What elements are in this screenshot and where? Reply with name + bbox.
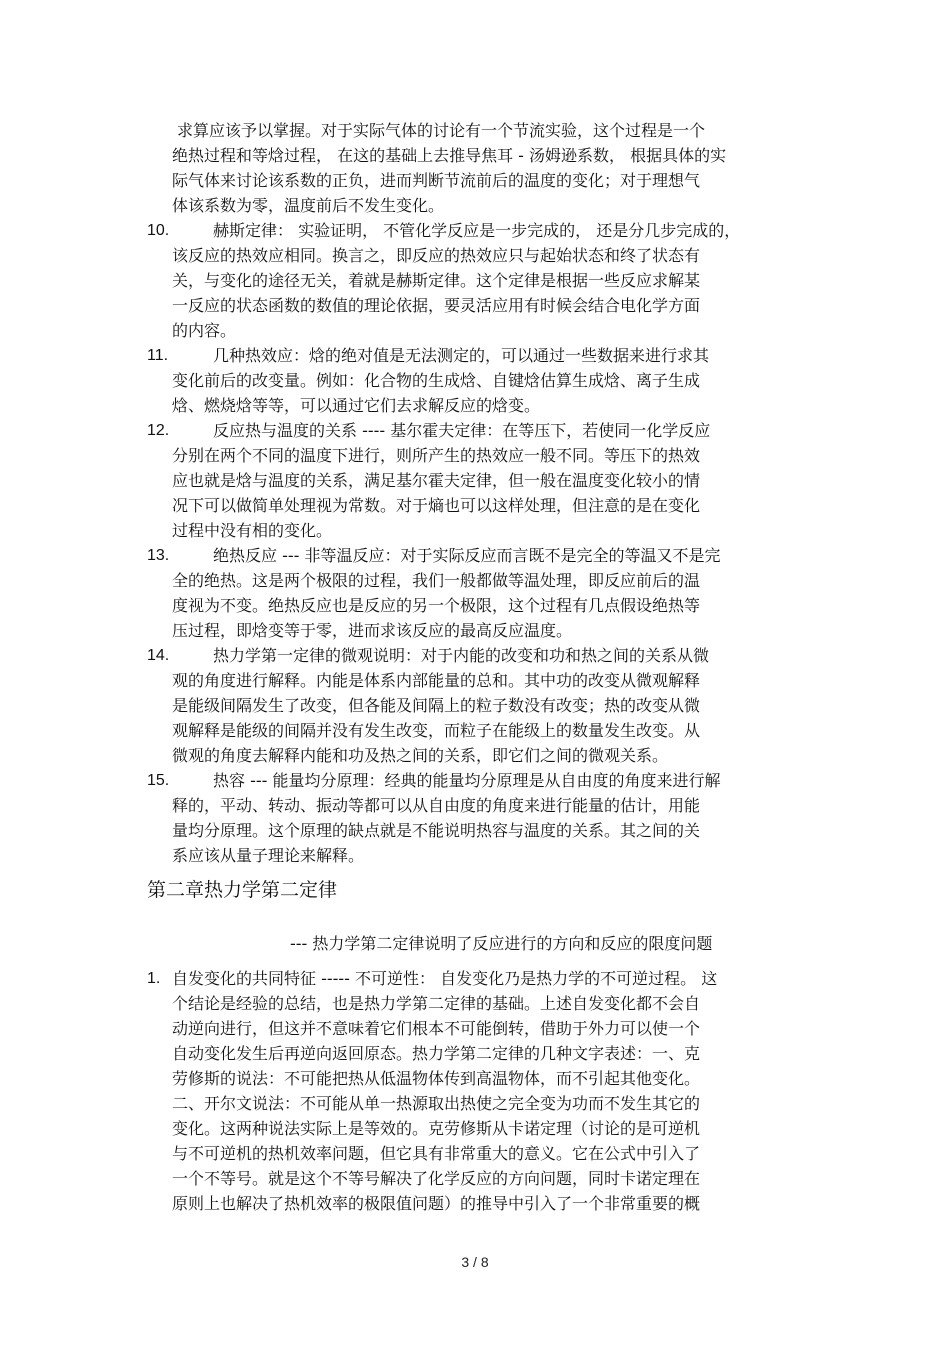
list-item-line: 反应热与温度的关系 ---- 基尔霍夫定律：在等压下，若使同一化学反应 [213, 421, 711, 440]
list-item-line: 一个不等号。就是这个不等号解决了化学反应的方向问题，同时卡诺定理在 [172, 1169, 701, 1188]
list-item-line: 况下可以做简单处理视为常数。对于熵也可以这样处理，但注意的是在变化 [172, 496, 701, 515]
list-item-line: 度视为不变。绝热反应也是反应的另一个极限，这个过程有几点假设绝热等 [172, 596, 701, 615]
list-item-line: 微观的角度去解释内能和功及热之间的关系，即它们之间的微观关系。 [172, 746, 669, 765]
list-item-line: 全的绝热。这是两个极限的过程，我们一般都做等温处理，即反应前后的温 [172, 571, 701, 590]
page-number: 3 / 8 [461, 1254, 489, 1270]
intro-line: 体该系数为零，温度前后不发生变化。 [172, 196, 445, 215]
list-item-line: 二、开尔文说法：不可能从单一热源取出热使之完全变为功而不发生其它的 [172, 1094, 701, 1113]
list-item-number: 14. [147, 647, 170, 664]
chapter-subtitle: --- 热力学第二定律说明了反应进行的方向和反应的限度问题 [290, 934, 713, 953]
list-item-number: 12. [147, 422, 170, 439]
list-item-line: 变化前后的改变量。例如：化合物的生成焓、自键焓估算生成焓、离子生成 [172, 371, 701, 390]
list-item-line: 量均分原理。这个原理的缺点就是不能说明热容与温度的关系。其之间的关 [172, 821, 701, 840]
list-item-line: 关，与变化的途径无关，着就是赫斯定律。这个定律是根据一些反应求解某 [172, 271, 701, 290]
list-item-line: 劳修斯的说法：不可能把热从低温物体传到高温物体，而不引起其他变化。 [172, 1069, 701, 1088]
list-item-line: 应也就是焓与温度的关系，满足基尔霍夫定律，但一般在温度变化较小的情 [172, 471, 701, 490]
list-item-line: 原则上也解决了热机效率的极限值问题）的推导中引入了一个非常重要的概 [172, 1194, 701, 1213]
list-item-line: 自发变化的共同特征 ----- 不可逆性： 自发变化乃是热力学的不可逆过程。 这 [172, 969, 718, 988]
list-item-line: 热容 --- 能量均分原理：经典的能量均分原理是从自由度的角度来进行解 [213, 771, 721, 790]
list-item-line: 变化。这两种说法实际上是等效的。克劳修斯从卡诺定理（讨论的是可逆机 [172, 1119, 701, 1138]
intro-line: 际气体来讨论该系数的正负，进而判断节流前后的温度的变化；对于理想气 [172, 171, 701, 190]
list-item-line: 系应该从量子理论来解释。 [172, 846, 365, 865]
list-item-line: 的内容。 [172, 321, 237, 340]
list-item-line: 绝热反应 --- 非等温反应：对于实际反应而言既不是完全的等温又不是完 [213, 546, 721, 565]
list-item-number: 10. [147, 222, 170, 239]
list-item-line: 动逆向进行，但这并不意味着它们根本不可能倒转，借助于外力可以使一个 [172, 1019, 701, 1038]
list-item-number: 15. [147, 772, 170, 789]
list-item-line: 个结论是经验的总结，也是热力学第二定律的基础。上述自发变化都不会自 [172, 994, 701, 1013]
list-item-line: 过程中没有相的变化。 [172, 521, 333, 540]
list-item-line: 是能级间隔发生了改变，但各能及间隔上的粒子数没有改变；热的改变从微 [172, 696, 701, 715]
list-item-line: 几种热效应：焓的绝对值是无法测定的，可以通过一些数据来进行求其 [213, 346, 710, 365]
list-item-number: 1. [147, 970, 161, 987]
list-item-number: 11. [147, 347, 169, 364]
list-item-line: 热力学第一定律的微观说明：对于内能的改变和功和热之间的关系从微 [213, 646, 710, 665]
list-item-line: 观解释是能级的间隔并没有发生改变，而粒子在能级上的数量发生改变。从 [172, 721, 701, 740]
list-item-line: 释的，平动、转动、振动等都可以从自由度的角度来进行能量的估计，用能 [172, 796, 701, 815]
chapter-title: 第二章热力学第二定律 [147, 879, 338, 901]
list-item-line: 赫斯定律： 实验证明， 不管化学反应是一步完成的， 还是分几步完成的， [213, 221, 741, 240]
list-item-line: 自动变化发生后再逆向返回原态。热力学第二定律的几种文字表述：一、克 [172, 1044, 701, 1063]
list-item-line: 该反应的热效应相同。换言之，即反应的热效应只与起始状态和终了状态有 [172, 246, 701, 265]
list-item-line: 压过程，即焓变等于零，进而求该反应的最高反应温度。 [172, 621, 573, 640]
intro-line: 求算应该予以掌握。对于实际气体的讨论有一个节流实验，这个过程是一个 [177, 121, 706, 140]
list-item-line: 与不可逆机的热机效率问题，但它具有非常重大的意义。它在公式中引入了 [172, 1144, 701, 1163]
list-item-number: 13. [147, 547, 170, 564]
list-item-line: 观的角度进行解释。内能是体系内部能量的总和。其中功的改变从微观解释 [172, 671, 701, 690]
list-item-line: 分别在两个不同的温度下进行，则所产生的热效应一般不同。等压下的热效 [172, 446, 701, 465]
intro-line: 绝热过程和等焓过程， 在这的基础上去推导焦耳 - 汤姆逊系数， 根据具体的实 [172, 146, 727, 165]
list-item-line: 一反应的状态函数的数值的理论依据，要灵活应用有时候会结合电化学方面 [172, 296, 701, 315]
list-item-line: 焓、燃烧焓等等，可以通过它们去求解反应的焓变。 [172, 396, 541, 415]
